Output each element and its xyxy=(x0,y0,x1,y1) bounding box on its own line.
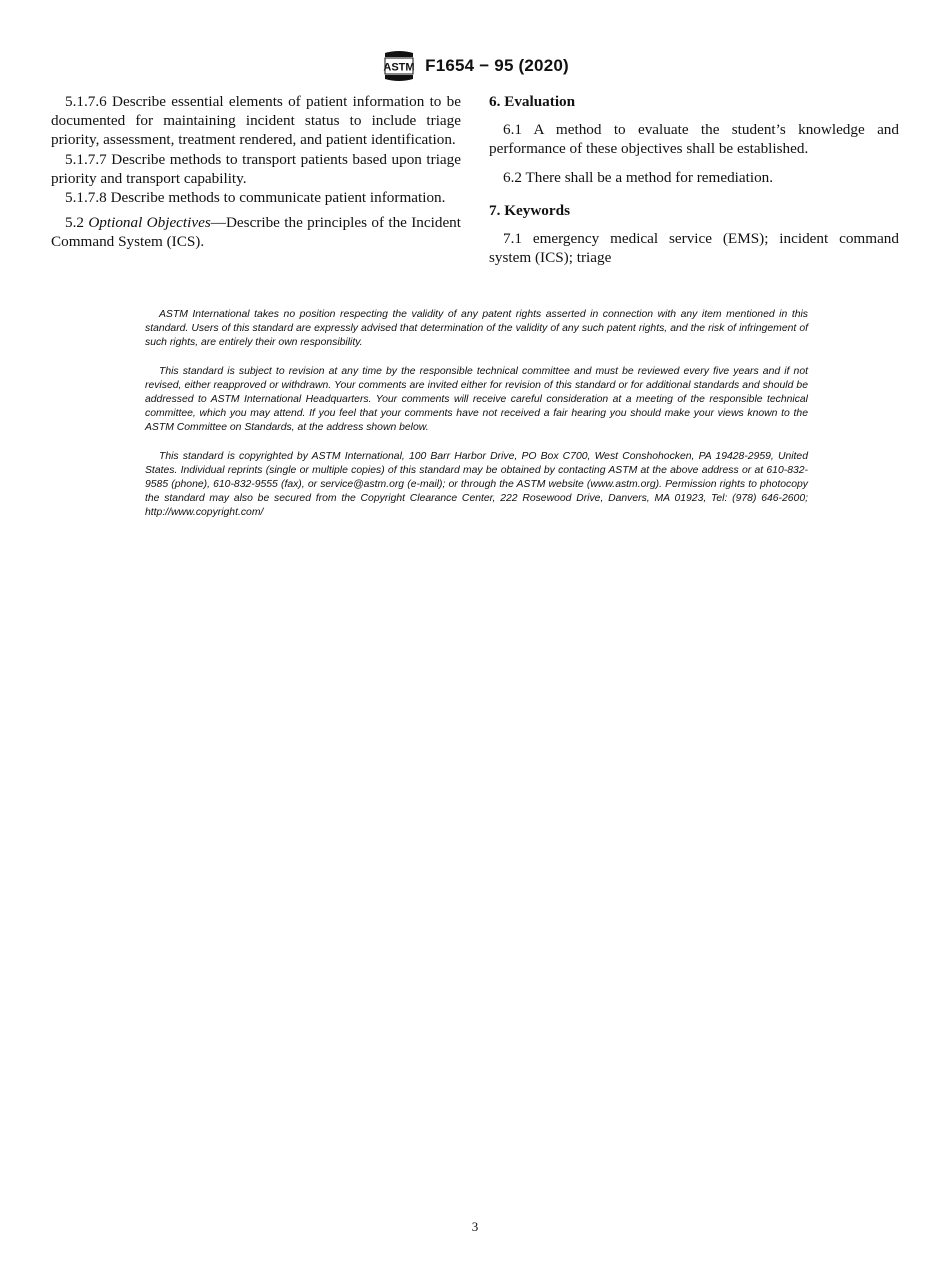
revision-notice: This standard is subject to revision at any time by the responsible technical committee and must be reviewed every five years and if not revised, either reapproved or withdrawn. Your comments are invited either for revision of this standard or for additional standards and should be addressed to ASTM International Headquarters. Your comments will receive careful consideration at a meeting of the responsible technical committee, which you may attend. If you feel that your comments have not received a fair hearing you should make your views known to the ASTM Committee on Standards, at the address shown below. xyxy=(145,365,808,434)
clause-5-2-text: —Describe the principles of the Incident Command System (ICS). xyxy=(51,214,461,251)
section-7-heading: 7. Keywords xyxy=(489,201,570,219)
left-column xyxy=(51,92,461,252)
clause-6-2: 6.2 There shall be a method for remediation. xyxy=(503,168,774,186)
document-designation: F1654 − 95 (2020) xyxy=(425,56,569,75)
copyright-notice: This standard is copyrighted by ASTM International, 100 Barr Harbor Drive, PO Box C700, West Conshohocken, PA 19428-2959, United States. Individual reprints (single or multiple copies) of this standard may be obtained by contacting ASTM at the above address or at 610-832-9585 (phone), 610-832-9555 (fax), or service@astm.org (e-mail); or through the ASTM website (www.astm.org). Permission rights to photocopy the standard may also be secured from the Copyright Clearance Center, 222 Rosewood Drive, Danvers, MA 01923, Tel: (978) 646-2600; http://www.copyright.com/ xyxy=(145,450,808,519)
section-6-heading: 6. Evaluation xyxy=(489,93,576,110)
clause-7-1: 7.1 emergency medical service (EMS); incident command system (ICS); triage xyxy=(489,230,899,267)
clause-5-1-7-8: 5.1.7.8 Describe methods to communicate patient information. xyxy=(65,189,446,207)
clause-5-1-7-6: 5.1.7.6 Describe essential elements of patient information to be documented for maintaining incident status to include triage priority, assessment, treatment rendered, and patient identification. xyxy=(51,93,461,149)
page-header xyxy=(0,50,950,82)
clause-5-2-number: 5.2 xyxy=(65,214,89,232)
clause-5-1-7-7: 5.1.7.7 Describe methods to transport patients based upon triage priority and transport capability. xyxy=(51,150,461,187)
patent-notice: ASTM International takes no position respecting the validity of any patent rights asserted in connection with any item mentioned in this standard. Users of this standard are expressly advised that determination of the validity of any such patent rights, and the risk of infringement of such rights, are entirely their own responsibility. xyxy=(145,309,808,349)
clause-5-2-title: Optional Objectives xyxy=(88,214,211,232)
page-number: 3 xyxy=(471,1219,479,1234)
right-column xyxy=(489,92,899,267)
astm-logo-icon xyxy=(381,50,417,82)
clause-5-2 xyxy=(51,213,461,251)
astm-logo-text: ASTM xyxy=(383,61,415,74)
clause-6-1: 6.1 A method to evaluate the student’s knowledge and performance of these objectives shall be established. xyxy=(489,121,899,158)
legal-notices xyxy=(145,308,808,535)
